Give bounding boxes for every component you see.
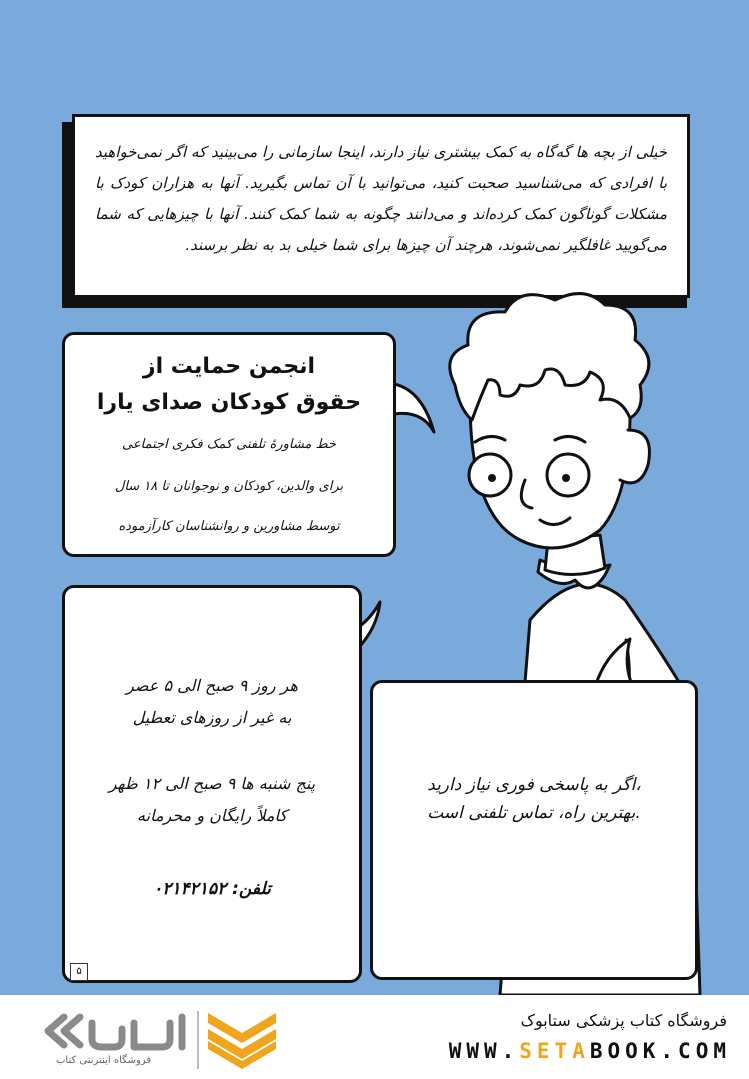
org-title-line1: انجمن حمایت از — [142, 354, 316, 379]
store-url-suffix: BOOK.COM — [589, 1039, 731, 1063]
logo-chevron-icon — [208, 1013, 276, 1069]
org-bubble-tail — [392, 380, 452, 440]
urgent-line-2: بهترین راه، تماس تلفنی است. — [427, 803, 641, 823]
hours-bubble — [62, 585, 362, 983]
footer-banner — [0, 995, 749, 1079]
logo-wordmark — [48, 1017, 182, 1047]
page-number: ۵ — [70, 963, 88, 981]
org-line-1: خط مشاورۀ تلفنی کمک فکری اجتماعی — [122, 437, 336, 452]
logo-subtitle: فروشگاه اینترنتی کتاب — [56, 1055, 152, 1066]
urgent-bubble — [370, 680, 698, 980]
hours-line-4: کاملاً رایگان و محرمانه — [137, 806, 287, 825]
urgent-line-1: اگر به پاسخی فوری نیاز دارید، — [427, 775, 641, 795]
hours-line-1: هر روز ۹ صبح الی ۵ عصر — [126, 676, 298, 695]
hours-line-2: به غیر از روزهای تعطیل — [132, 708, 292, 727]
store-url-accent: SETA — [519, 1039, 590, 1063]
org-bubble — [62, 332, 396, 557]
org-line-2: برای والدین، کودکان و نوجوانان تا ۱۸ سال — [114, 479, 344, 494]
store-name: فروشگاه کتاب پزشکی ستابوک — [520, 1011, 727, 1030]
intro-text: خیلی از بچه ها گه‌گاه به کمک بیشتری نیاز دارند، اینجا سازمانی را می‌بینید که اگر نمی‌خواهید با افرادی که می‌شناسید صحبت کنید، می‌توانید با آن تماس بگیرید. آنها به هزاران کودک با مشکلات گوناگون کمک کرده‌اند و می‌دانند چگونه به شما کمک کنند. آنها با چیزهایی که شما می‌گویید غافلگیر نمی‌شوند، هرچند آن چیزها برای شما خیلی بد به نظر برسند. — [95, 143, 667, 254]
org-line-3: توسط مشاورین و روانشناسان کارآزموده — [118, 519, 340, 534]
hours-phone: تلفن: ۰۲۱۴۲۱۵۲ — [153, 879, 271, 899]
org-title-line2: حقوق کودکان صدای یارا — [96, 390, 362, 415]
store-url[interactable] — [449, 1039, 731, 1063]
hours-line-3: پنج شنبه ها ۹ صبح الی ۱۲ ظهر — [108, 774, 316, 793]
store-url-prefix: WWW. — [448, 1039, 520, 1063]
